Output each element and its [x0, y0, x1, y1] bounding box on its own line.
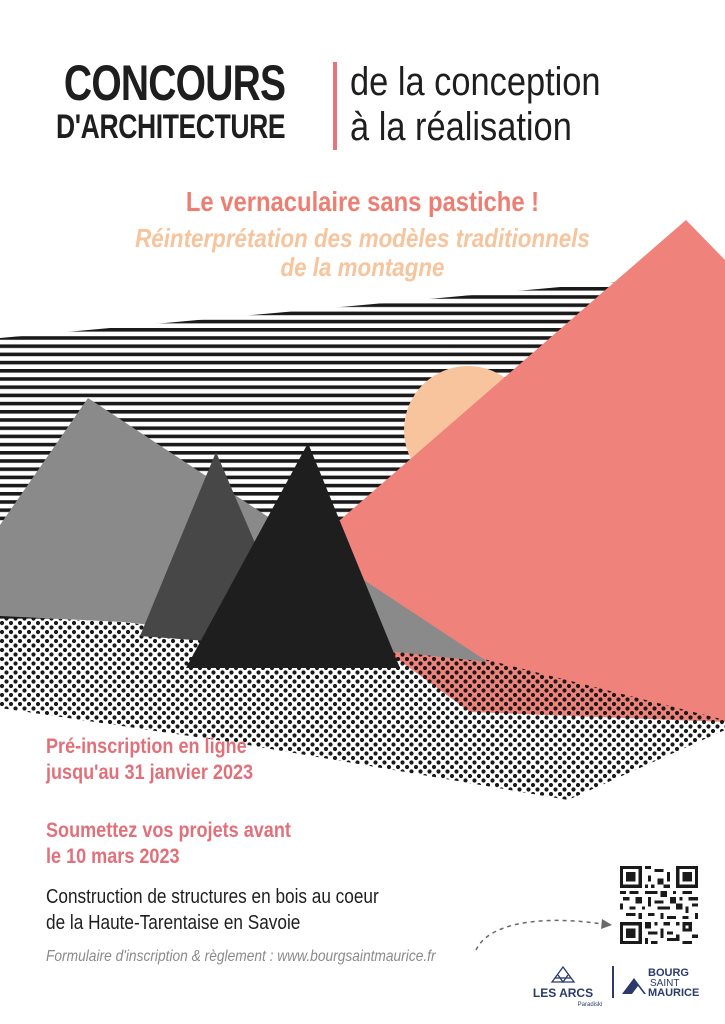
dashed-arrow-icon — [470, 914, 620, 954]
preinscription-line2: jusqu'au 31 janvier 2023 — [46, 761, 254, 785]
preinscription-text — [46, 734, 253, 787]
les-arcs-logo — [518, 964, 608, 1010]
title-right-line2: à la réalisation — [350, 104, 572, 149]
title-concours: CONCOURS — [63, 55, 286, 111]
bsm-line2: SAINT — [650, 978, 680, 989]
bsm-line1: BOURG — [648, 967, 689, 979]
les-arcs-label: LES ARCS — [532, 986, 594, 1000]
subtitle-secondary-line1: Réinterprétation des modèles traditionnels — [135, 223, 590, 253]
bsm-line3: MAURICE — [648, 987, 700, 999]
submit-deadline-text — [46, 818, 291, 871]
construction-text — [46, 884, 379, 936]
title-left — [56, 55, 286, 146]
subtitle-secondary-line2: de la montagne — [280, 251, 445, 282]
title-architecture: D'ARCHITECTURE — [56, 108, 286, 146]
les-arcs-sub-label: Paradiski — [577, 1002, 603, 1008]
construction-line1: Construction de structures en bois au coeur — [46, 886, 379, 908]
preinscription-line1: Pré-inscription en ligne — [46, 735, 247, 758]
bourg-saint-maurice-logo — [620, 962, 720, 1008]
submit-line2: le 10 mars 2023 — [46, 845, 180, 869]
form-link-text[interactable]: Formulaire d'inscription & règlement : www.bourgsaintmaurice.fr — [46, 948, 436, 965]
submit-line1: Soumettez vos projets avant — [46, 819, 291, 842]
bourg-saint-maurice-mountain-icon — [622, 978, 646, 994]
les-arcs-mountain-icon — [552, 967, 574, 982]
subtitle: Le vernaculaire sans pastiche ! — [185, 186, 540, 217]
title-right — [350, 60, 601, 150]
qr-code-icon[interactable] — [620, 866, 698, 944]
subtitle-secondary — [51, 224, 675, 281]
title-divider — [333, 62, 337, 150]
construction-line2: de la Haute-Tarentaise en Savoie — [46, 912, 301, 934]
logo-divider — [612, 966, 614, 998]
title-right-line1: de la conception — [350, 60, 601, 104]
